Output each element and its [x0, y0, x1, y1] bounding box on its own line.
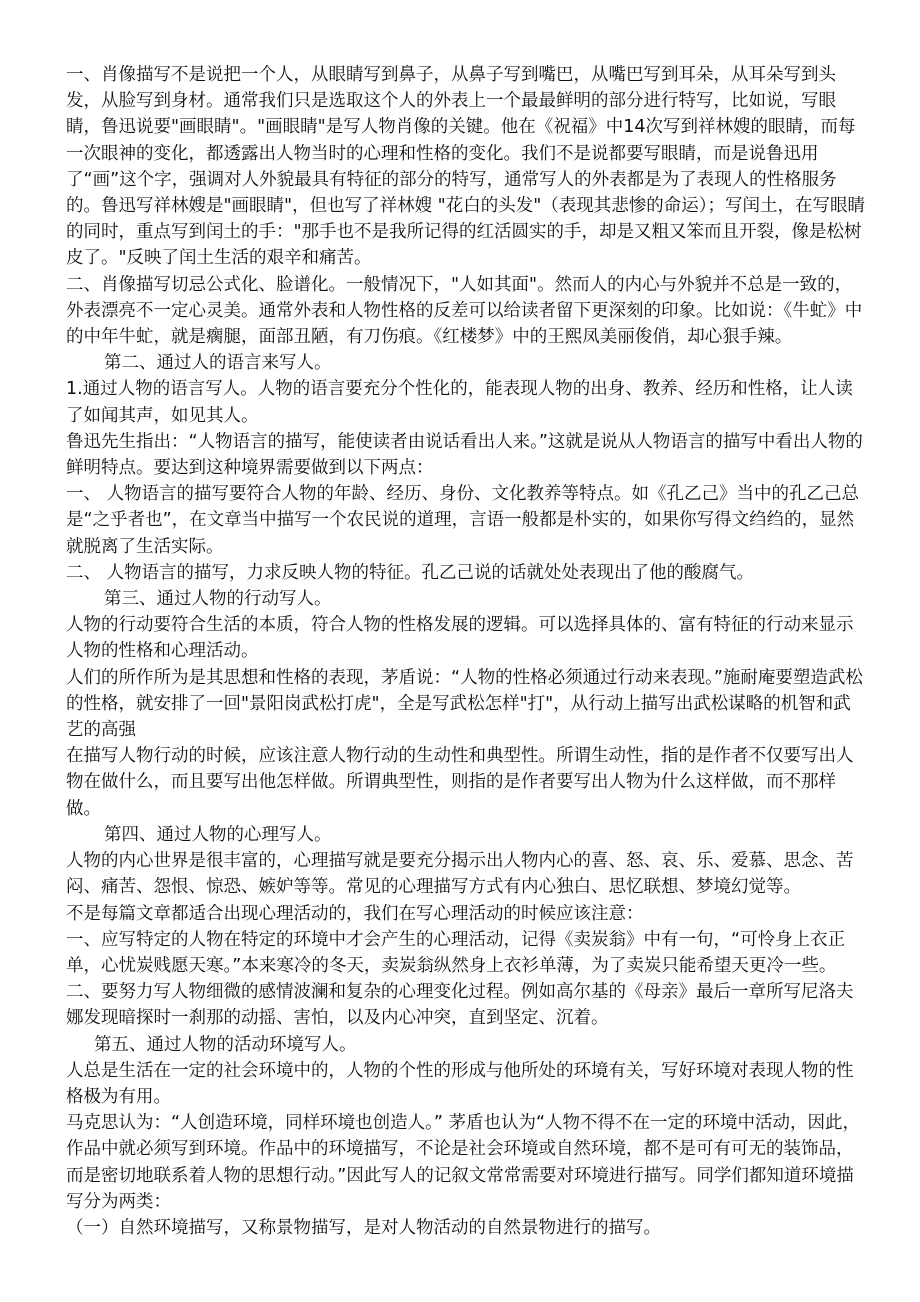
paragraph-portrait-1: 一、肖像描写不是说把一个人，从眼睛写到鼻子，从鼻子写到嘴巴，从嘴巴写到耳朵，从耳朵写到头发，从脸写到身材。通常我们只是选取这个人的外表上一个最最鲜明的部分进行特写，比如说，写眼睛，鲁迅说要"画眼睛"。"画眼睛"是写人物肖像的关键。他在《祝福》中14次写到祥林嫂的眼睛，而每一次眼神的变化，都透露出人物当时的心理和性格的变化。我们不是说都要写眼睛，而是说鲁迅用了“画”这个字，强调对人外貌最具有特征的部分的特写，通常写人的外表都是为了表现人的性格服务的。鲁迅写祥林嫂是"画眼睛"，但也写了祥林嫂 "花白的头发"（表现其悲惨的命运）；写闰土，在写眼睛的同时，重点写到闰土的手："那手也不是我所记得的红活圆实的手，却是又粗又笨而且开裂，像是松树皮了。"反映了闰土生活的艰辛和痛苦。 [66, 65, 866, 269]
paragraph-action-3: 在描写人物行动的时候，应该注意人物行动的生动性和典型性。所谓生动性，指的是作者不仅要写出人物在做什么，而且要写出他怎样做。所谓典型性，则指的是作者要写出人物为什么这样做，而不那样做。 [66, 746, 854, 819]
paragraph-psychology-3: 一、应写特定的人物在特定的环境中才会产生的心理活动，记得《卖炭翁》中有一句，“可怜身上衣正单，心忧炭贱愿天寒。”本来寒冷的冬天，卖炭翁纵然身上衣衫单薄，为了卖炭只能希望天更冷一些。 [66, 929, 846, 976]
paragraph-psychology-1: 人物的内心世界是很丰富的，心理描写就是要充分揭示出人物内心的喜、怒、哀、乐、爱慕、思念、苦闷、痛苦、怨恨、惊恐、嫉妒等等。常见的心理描写方式有内心独白、思忆联想、梦境幻觉等。 [66, 851, 854, 898]
paragraph-language-3: 一、 人物语言的描写要符合人物的年龄、经历、身份、文化教养等特点。如《孔乙己》当中的孔乙己总是“之乎者也”，在文章当中描写一个农民说的道理，言语一般都是朴实的，如果你写得文绉绉的，显然就脱离了生活实际。 [66, 484, 860, 557]
heading-psychology: 第四、通过人物的心理写人。 [104, 824, 332, 845]
paragraph-portrait-2: 二、肖像描写切忌公式化、脸谱化。一般情况下，"人如其面"。然而人的内心与外貌并不总是一致的，外表漂亮不一定心灵美。通常外表和人物性格的反差可以给读者留下更深刻的印象。比如说：《牛虻》中的中年牛虻，就是瘸腿，面部丑陋，有刀伤痕。《红楼梦》中的王熙凤美丽俊俏，却心狠手辣。 [66, 274, 863, 348]
paragraph-language-2: 鲁迅先生指出：“人物语言的描写，能使读者由说话看出人来。”这就是说从人物语言的描写中看出人物的鲜明特点。要达到这种境界需要做到以下两点： [66, 431, 863, 479]
paragraph-language-1: 1.通过人物的语言写人。人物的语言要充分个性化的，能表现人物的出身、教养、经历和性格，让人读了如闻其声，如见其人。 [66, 379, 853, 426]
heading-action: 第三、通过人物的行动写人。 [104, 589, 332, 610]
document-page [66, 62, 866, 1241]
paragraph-environment-1: 人总是生活在一定的社会环境中的，人物的个性的形成与他所处的环境有关，写好环境对表现人物的性格极为有用。 [66, 1060, 854, 1107]
paragraph-psychology-4: 二、要努力写人物细微的感情波澜和复杂的心理变化过程。例如高尔基的《母亲》最后一章所写尼洛夫娜发现暗探时一刹那的动摇、害怕，以及内心冲突，直到坚定、沉着。 [66, 982, 854, 1029]
paragraph-psychology-2: 不是每篇文章都适合出现心理活动的，我们在写心理活动的时候应该注意： [66, 903, 644, 924]
paragraph-action-2: 人们的所作所为是其思想和性格的表现，茅盾说：“人物的性格必须通过行动来表现。”施耐庵要塑造武松的性格，就安排了一回"景阳岗武松打虎"，全是写武松怎样"打"，从行动上描写出武松谋略的机智和武艺的高强 [66, 667, 863, 741]
heading-language: 第二、通过人的语言来写人。 [104, 353, 332, 374]
paragraph-environment-3: （一）自然环境描写，又称景物描写，是对人物活动的自然景物进行的描写。 [66, 1217, 661, 1238]
heading-environment: 第五、通过人物的活动环境写人。 [94, 1034, 357, 1055]
paragraph-language-4: 二、 人物语言的描写，力求反映人物的特征。孔乙己说的话就处处表现出了他的酸腐气。 [66, 562, 755, 583]
paragraph-environment-2: 马克思认为：“人创造环境，同样环境也创造人。” 茅盾也认为“人物不得不在一定的环境中活动，因此，作品中就必须写到环境。作品中的环境描写，不论是社会环境或自然环境，都不是可有可无的装饰品，而是密切地联系着人物的思想行动。”因此写人的记叙文常常需要对环境进行描写。同学们都知道环境描写分为两类： [66, 1113, 861, 1212]
paragraph-action-1: 人物的行动要符合生活的本质，符合人物的性格发展的逻辑。可以选择具体的、富有特征的行动来显示人物的性格和心理活动。 [66, 615, 854, 662]
